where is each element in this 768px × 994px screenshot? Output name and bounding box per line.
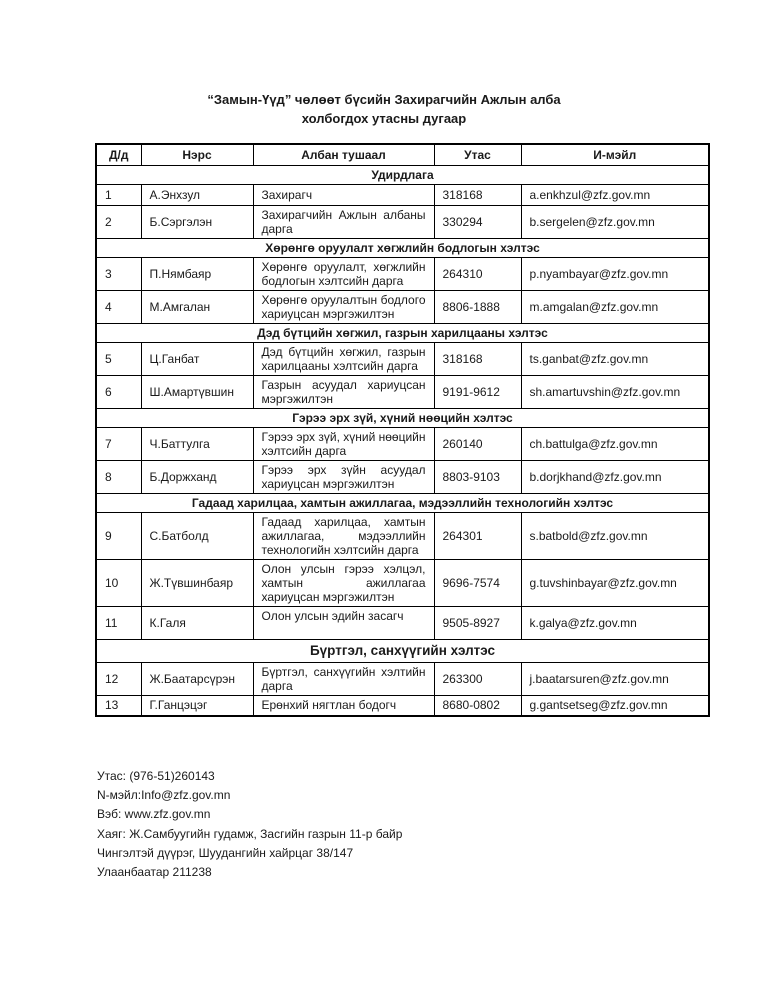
section-header-label: Удирдлага bbox=[96, 165, 709, 184]
cell-no: 4 bbox=[96, 290, 141, 323]
cell-position: Захирагчийн Ажлын албаны дарга bbox=[253, 205, 434, 238]
table-row bbox=[96, 460, 709, 493]
cell-email: k.galya@zfz.gov.mn bbox=[521, 606, 709, 639]
page-title bbox=[0, 0, 768, 128]
cell-position: Захирагч bbox=[253, 184, 434, 205]
section-header-label: Дэд бүтцийн хөгжил, газрын харилцааны хэлтэс bbox=[96, 323, 709, 342]
cell-email: ch.battulga@zfz.gov.mn bbox=[521, 427, 709, 460]
table-row bbox=[96, 427, 709, 460]
cell-position: Олон улсын эдийн засагч bbox=[253, 606, 434, 639]
table-row bbox=[96, 375, 709, 408]
cell-no: 10 bbox=[96, 559, 141, 606]
cell-name: Б.Сэргэлэн bbox=[141, 205, 253, 238]
table-row bbox=[96, 205, 709, 238]
cell-name: П.Нямбаяр bbox=[141, 257, 253, 290]
cell-no: 5 bbox=[96, 342, 141, 375]
footer-address-line-3: Улаанбаатар 211238 bbox=[97, 865, 212, 880]
cell-phone: 318168 bbox=[434, 184, 521, 205]
cell-no: 13 bbox=[96, 695, 141, 716]
cell-phone: 9191-9612 bbox=[434, 375, 521, 408]
table-row bbox=[96, 606, 709, 639]
cell-position: Олон улсын гэрээ хэлцэл, хамтын ажиллагаа хариуцсан мэргэжилтэн bbox=[253, 559, 434, 606]
cell-position: Гадаад харилцаа, хамтын ажиллагаа, мэдээллийн технологийн хэлтсийн дарга bbox=[253, 512, 434, 559]
section-header-label: Хөрөнгө оруулалт хөгжлийн бодлогын хэлтэс bbox=[96, 238, 709, 257]
cell-name: М.Амгалан bbox=[141, 290, 253, 323]
cell-name: Ж.Түвшинбаяр bbox=[141, 559, 253, 606]
cell-position: Гэрээ эрх зүй, хүний нөөцийн хэлтсийн дарга bbox=[253, 427, 434, 460]
cell-position: Хөрөнгө оруулалт, хөгжлийн бодлогын хэлтсийн дарга bbox=[253, 257, 434, 290]
cell-email: m.amgalan@zfz.gov.mn bbox=[521, 290, 709, 323]
cell-phone: 9696-7574 bbox=[434, 559, 521, 606]
section-header-row bbox=[96, 238, 709, 257]
cell-position: Дэд бүтцийн хөгжил, газрын харилцааны хэлтсийн дарга bbox=[253, 342, 434, 375]
cell-phone: 260140 bbox=[434, 427, 521, 460]
cell-name: Ц.Ганбат bbox=[141, 342, 253, 375]
cell-position: Газрын асуудал хариуцсан мэргэжилтэн bbox=[253, 375, 434, 408]
cell-phone: 264301 bbox=[434, 512, 521, 559]
column-header-phone: Утас bbox=[434, 144, 521, 165]
cell-email: j.baatarsuren@zfz.gov.mn bbox=[521, 662, 709, 695]
cell-name: Б.Доржханд bbox=[141, 460, 253, 493]
section-header-row bbox=[96, 493, 709, 512]
contacts-table bbox=[95, 143, 710, 717]
footer-email: N-мэйл:Info@zfz.gov.mn bbox=[97, 788, 231, 803]
cell-email: s.batbold@zfz.gov.mn bbox=[521, 512, 709, 559]
table-row bbox=[96, 290, 709, 323]
cell-phone: 9505-8927 bbox=[434, 606, 521, 639]
cell-position: Ерөнхий нягтлан бодогч bbox=[253, 695, 434, 716]
cell-no: 12 bbox=[96, 662, 141, 695]
cell-no: 7 bbox=[96, 427, 141, 460]
cell-email: ts.ganbat@zfz.gov.mn bbox=[521, 342, 709, 375]
cell-name: Ш.Амартүвшин bbox=[141, 375, 253, 408]
cell-no: 11 bbox=[96, 606, 141, 639]
cell-no: 2 bbox=[96, 205, 141, 238]
section-header-label: Гадаад харилцаа, хамтын ажиллагаа, мэдээллийн технологийн хэлтэс bbox=[96, 493, 709, 512]
cell-position: Гэрээ эрх зүйн асуудал хариуцсан мэргэжилтэн bbox=[253, 460, 434, 493]
cell-email: b.dorjkhand@zfz.gov.mn bbox=[521, 460, 709, 493]
cell-email: b.sergelen@zfz.gov.mn bbox=[521, 205, 709, 238]
cell-phone: 264310 bbox=[434, 257, 521, 290]
page-title-line-1: “Замын-Үүд” чөлөөт бүсийн Захирагчийн Ажлын алба bbox=[207, 92, 561, 107]
cell-email: g.gantsetseg@zfz.gov.mn bbox=[521, 695, 709, 716]
table-row bbox=[96, 559, 709, 606]
cell-phone: 318168 bbox=[434, 342, 521, 375]
section-header-label: Гэрээ эрх зүй, хүний нөөцийн хэлтэс bbox=[96, 408, 709, 427]
table-row bbox=[96, 662, 709, 695]
cell-phone: 263300 bbox=[434, 662, 521, 695]
cell-position: Бүртгэл, санхүүгийн хэлтийн дарга bbox=[253, 662, 434, 695]
cell-email: a.enkhzul@zfz.gov.mn bbox=[521, 184, 709, 205]
section-header-row bbox=[96, 408, 709, 427]
cell-phone: 8806-1888 bbox=[434, 290, 521, 323]
section-header-row bbox=[96, 165, 709, 184]
cell-phone: 330294 bbox=[434, 205, 521, 238]
cell-email: g.tuvshinbayar@zfz.gov.mn bbox=[521, 559, 709, 606]
section-header-row bbox=[96, 639, 709, 662]
cell-name: А.Энхзул bbox=[141, 184, 253, 205]
section-header-label: Бүртгэл, санхүүгийн хэлтэс bbox=[96, 639, 709, 662]
column-header-name: Нэрс bbox=[141, 144, 253, 165]
cell-phone: 8680-0802 bbox=[434, 695, 521, 716]
table-row bbox=[96, 512, 709, 559]
cell-email: p.nyambayar@zfz.gov.mn bbox=[521, 257, 709, 290]
cell-phone: 8803-9103 bbox=[434, 460, 521, 493]
cell-email: sh.amartuvshin@zfz.gov.mn bbox=[521, 375, 709, 408]
footer-address-line-2: Чингэлтэй дүүрэг, Шуудангийн хайрцаг 38/147 bbox=[97, 845, 354, 860]
table-row bbox=[96, 184, 709, 205]
contacts-table-body bbox=[96, 165, 709, 716]
footer-phone: Утас: (976-51)260143 bbox=[97, 769, 215, 783]
cell-name: К.Галя bbox=[141, 606, 253, 639]
cell-name: С.Батболд bbox=[141, 512, 253, 559]
column-header-row bbox=[96, 144, 709, 165]
section-header-row bbox=[96, 323, 709, 342]
footer-website: Вэб: www.zfz.gov.mn bbox=[97, 807, 211, 822]
table-row bbox=[96, 342, 709, 375]
cell-no: 8 bbox=[96, 460, 141, 493]
cell-position: Хөрөнгө оруулалтын бодлого хариуцсан мэргэжилтэн bbox=[253, 290, 434, 323]
footer-contact-info bbox=[97, 767, 768, 882]
cell-no: 9 bbox=[96, 512, 141, 559]
cell-name: Г.Ганцэцэг bbox=[141, 695, 253, 716]
cell-no: 3 bbox=[96, 257, 141, 290]
column-header-position: Албан тушаал bbox=[253, 144, 434, 165]
column-header-no: Д/д bbox=[96, 144, 141, 165]
cell-no: 1 bbox=[96, 184, 141, 205]
table-row bbox=[96, 257, 709, 290]
contacts-table-head bbox=[96, 144, 709, 165]
cell-name: Ж.Баатарсүрэн bbox=[141, 662, 253, 695]
cell-no: 6 bbox=[96, 375, 141, 408]
cell-name: Ч.Баттулга bbox=[141, 427, 253, 460]
column-header-email: И-мэйл bbox=[521, 144, 709, 165]
footer-address-line-1: Хаяг: Ж.Самбуугийн гудамж, Засгийн газрын 11-р байр bbox=[97, 826, 403, 841]
page-title-line-2: холбогдох утасны дугаар bbox=[301, 111, 467, 126]
table-row bbox=[96, 695, 709, 716]
